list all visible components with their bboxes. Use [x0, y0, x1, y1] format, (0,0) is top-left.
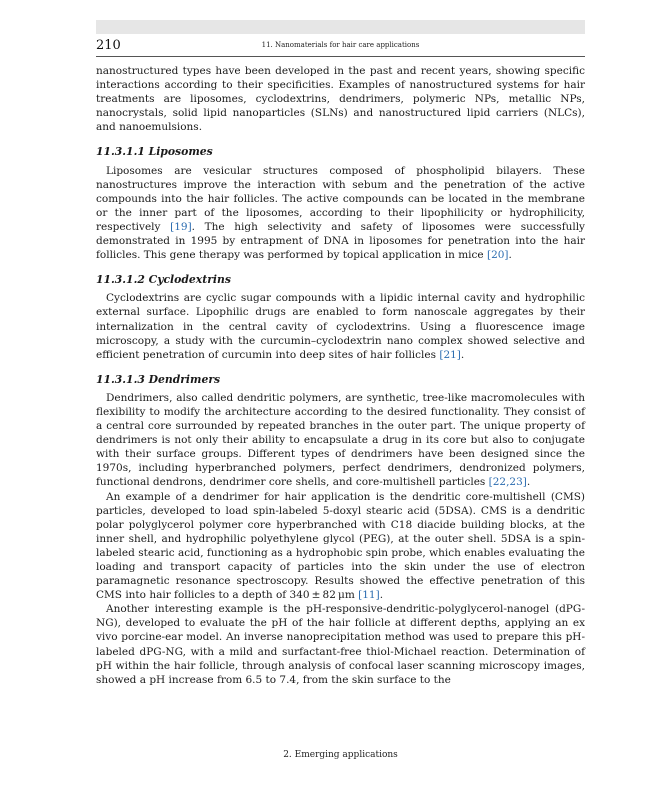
- section-title: Cyclodextrins: [148, 273, 231, 287]
- paragraph-text: Dendrimers, also called dendritic polymers, are synthetic, tree-like macromolecules with flexibility to modify the architecture according to the desired functionality. They consist of a central core surrounded by repeated branches in the outer part. The unique property of dendrimers is not only their ability to encapsulate a drug in its core but also to conjugate with their surface groups. Different types of dendrimers have been designed since the 1970s, including hyperbranched polymers, perfect dendrimers, dendronized polymers, functional dendrons, dendrimer core shells, and core-multishell particles: [96, 391, 585, 489]
- section-number: 11.3.1.1: [96, 145, 145, 159]
- citation-link[interactable]: [21]: [439, 348, 461, 361]
- section-title: Liposomes: [148, 145, 213, 159]
- paragraph-text: . The high selectivity and safety of liposomes were successfully demonstrated in 1995 by entrapment of DNA in liposomes for penetration into the hair follicles. This gene therapy was performed by topical application in mice: [96, 220, 585, 262]
- running-head: [96, 38, 585, 54]
- paragraph-text: .: [379, 589, 384, 602]
- header-rule: [96, 56, 585, 57]
- page-number: 210: [96, 38, 121, 53]
- citation-link[interactable]: [20]: [486, 249, 509, 262]
- intro-paragraph: nanostructured types have been developed in the past and recent years, showing specific interactions according to their specificities. Examples of nanostructured systems for hair treatments are liposomes, cyclodextrins, dendrimers, polymeric NPs, metallic NPs, nanocrystals, solid lipid nanoparticles (SLNs) and nanostructured lipid carriers (NLCs), and nanoemulsions.: [96, 65, 585, 134]
- section-number: 11.3.1.3: [96, 372, 145, 386]
- section-title: Dendrimers: [148, 372, 221, 386]
- dendrimers-paragraph-3: Another interesting example is the pH-responsive-dendritic-polyglycerol-nanogel (dPG-NG), developed to evaluate the pH of the hair follicle at different depths, applying an ex vivo porcine-ear model. An inverse nanoprecipitation method was used to prepare this pH-labeled dPG-NG, with a mild and surfactant-free thiol-Michael reaction. Determination of pH within the hair follicle, through analysis of confocal laser scanning microscopy images, showed a pH increase from 6.5 to 7.4, from the skin surface to the: [96, 603, 585, 686]
- page-footer: 2. Emerging applications: [283, 750, 398, 760]
- cyclodextrins-paragraph: [96, 291, 585, 361]
- paragraph-text: .: [508, 249, 512, 262]
- paragraph-text: .: [460, 348, 465, 361]
- page-body: [96, 64, 585, 687]
- paragraph-text: .: [526, 476, 531, 489]
- citation-link[interactable]: [19]: [170, 220, 192, 233]
- paragraph-text: Cyclodextrins are cyclic sugar compounds with a lipidic internal cavity and hydrophilic external surface. Lipophilic drugs are enabled to form nanoscale aggregates by their internalization in the central cavity of cyclodextrins. Using a fluorescence image microscopy, a study with the curcumin–cyclodextrin nano complex showed selective and efficient penetration of curcumin into deep sites of hair follicles: [96, 292, 585, 361]
- header-bar: [96, 20, 585, 34]
- section-heading-cyclodextrins: [96, 273, 585, 287]
- section-number: 11.3.1.2: [96, 273, 145, 287]
- paragraph-text: Liposomes are vesicular structures composed of phospholipid bilayers. These nanostructures improve the interaction with sebum and the penetration of the active compounds into the hair follicles. The active compounds can be located in the membrane or the inner part of the liposomes, according to their lipophilicity or hydrophilicity, respectively: [96, 164, 585, 233]
- section-heading-dendrimers: [96, 373, 585, 387]
- liposomes-paragraph: [96, 164, 585, 263]
- citation-link[interactable]: [22,23]: [488, 476, 527, 489]
- citation-link[interactable]: [11]: [358, 589, 380, 602]
- dendrimers-paragraph-1: [96, 391, 585, 490]
- running-title: 11. Nanomaterials for hair care applications: [261, 41, 420, 49]
- section-heading-liposomes: [96, 145, 585, 159]
- dendrimers-paragraph-2: [96, 490, 585, 603]
- paragraph-text: An example of a dendrimer for hair application is the dendritic core-multishell (CMS) particles, developed to load spin-labeled 5-doxyl stearic acid (5DSA). CMS is a dendritic polar polyglycerol polymer core hyperbranched with C18 diacide building blocks, at the inner shell, and hydrophilic polyethylene glycol (PEG), at the outer shell. 5DSA is a spin-labeled stearic acid, functioning as a hydrophobic spin probe, which enables evaluating the loading and transport capacity of particles into the skin under the use of electron paramagnetic resonance spectroscopy. Results showed the effective penetration of this CMS into hair follicles to a depth of 340 ± 82 μm: [96, 490, 585, 602]
